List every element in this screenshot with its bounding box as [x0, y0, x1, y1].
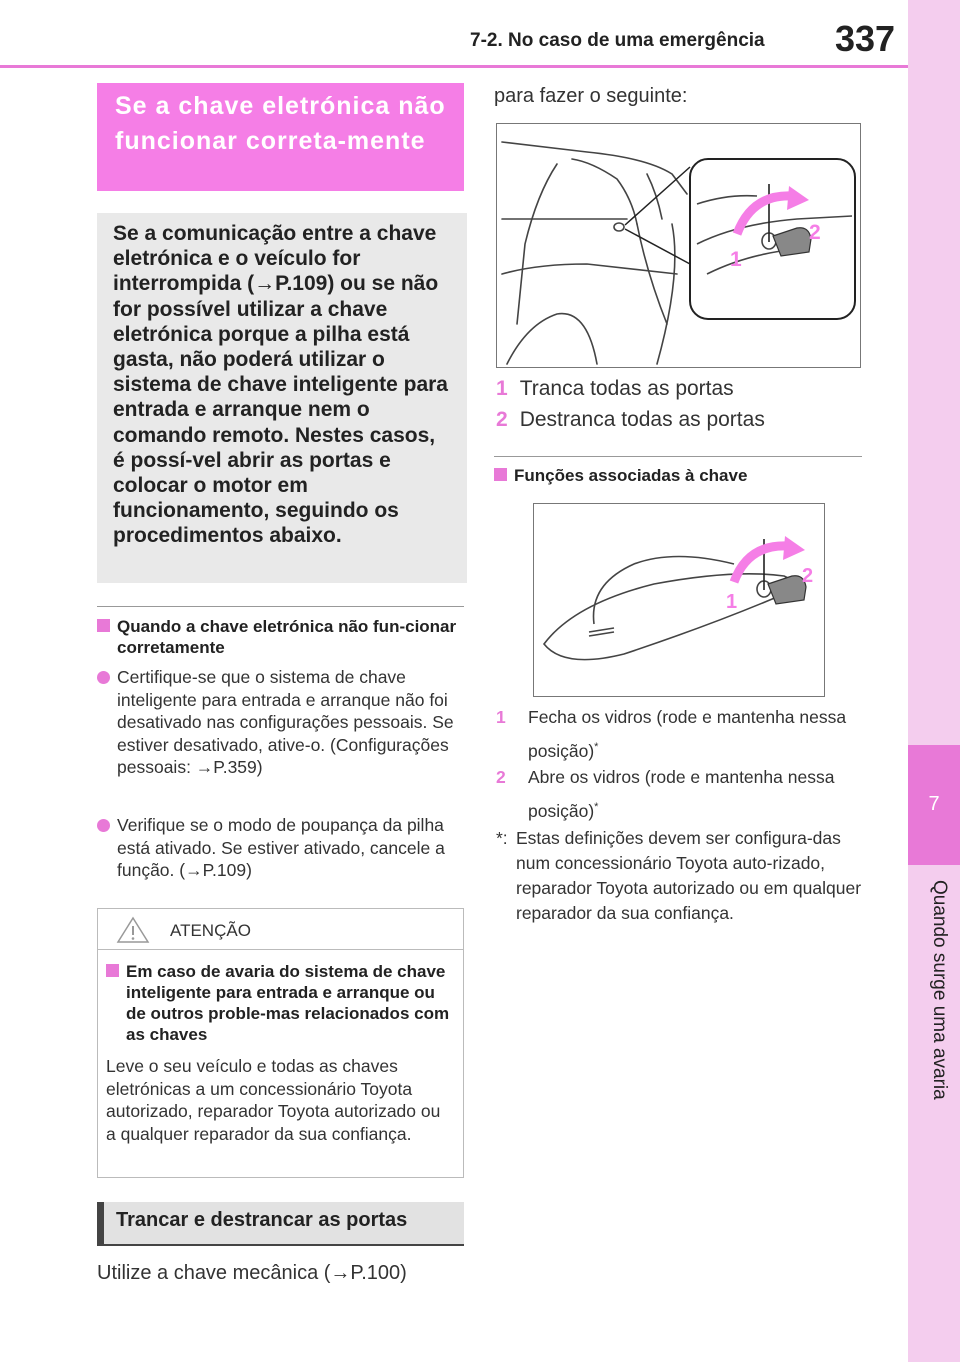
section-title-pink: Se a chave eletrónica não funcionar correta-mente [97, 83, 464, 191]
item-text: Fecha os vidros (rode e mantenha nessa posição) [528, 707, 847, 761]
square-bullet-icon [97, 619, 110, 632]
caution-box [97, 908, 464, 1178]
intro-text: para fazer o seguinte: [494, 85, 688, 107]
car-door-illustration [497, 124, 860, 367]
square-bullet-icon [106, 964, 119, 977]
subheading-text: Quando a chave eletrónica não fun-cionar corretamente [117, 617, 457, 657]
intro-box: Se a comunicação entre a chave eletrónica e o veículo for interrompida (→P.109) ou se não for possível utilizar a chave eletrónica porque a pilha está gasta, não poderá utilizar o sistema de chave inteligente para entrada e arranque nem o comando remoto. Nestes casos, é possí-vel abrir as portas e colocar o motor em funcionamento, seguindo os procedimentos abaixo. [97, 213, 467, 583]
callout-2: 2 [802, 565, 814, 587]
list-item [496, 702, 866, 766]
section-title-lock-unlock: Trancar e destrancar as portas [97, 1202, 464, 1246]
chapter-number: 7 [928, 793, 940, 815]
bullet-item [97, 666, 467, 779]
item-number: 1 [496, 377, 508, 400]
callout-1: 1 [730, 248, 742, 271]
subheading-key-functions [494, 465, 864, 486]
item-text: Tranca todas as portas [519, 377, 734, 400]
circle-bullet-icon [97, 671, 110, 684]
chapter-title: Quando surge uma avaria [929, 880, 950, 1100]
item-number: 1 [496, 707, 506, 727]
item-number: 2 [496, 767, 506, 787]
footnote-text: Estas definições devem ser configura-das num concessionário Toyota auto-rizado, reparador Toyota autorizado ou em qualquer reparador da sua confiança. [516, 828, 862, 923]
body-text: Utilize a chave mecânica (→P.100) [97, 1262, 407, 1284]
list-item [496, 762, 866, 826]
item-text: Destranca todas as portas [519, 408, 765, 431]
callout-2: 2 [809, 221, 821, 244]
caution-heading-text: Em caso de avaria do sistema de chave inteligente para entrada e arranque ou de outros proble-mas relacionados com as chaves [126, 962, 450, 1044]
page-number: 337 [835, 18, 896, 59]
footnote-mark: *: [496, 828, 508, 848]
divider [494, 456, 862, 457]
subheading-text: Funções associadas à chave [514, 466, 748, 485]
asterisk-mark: * [594, 801, 599, 813]
circle-bullet-icon [97, 819, 110, 832]
item-text: Abre os vidros (rode e mantenha nessa posição) [528, 767, 835, 821]
divider [97, 606, 464, 607]
caution-heading [106, 961, 456, 1045]
header-rule [0, 65, 908, 68]
subheading-key-not-working [97, 616, 467, 658]
bullet-item [97, 814, 467, 882]
door-handle-illustration [534, 504, 824, 696]
asterisk-mark: * [594, 741, 599, 753]
caution-label: ATENÇÃO [170, 921, 251, 940]
bullet-text: Verifique se o modo de poupança da pilha está ativado. Se estiver ativado, cancele a função. (→P.109) [117, 815, 445, 880]
section-header: 7-2. No caso de uma emergência [470, 30, 765, 51]
square-bullet-icon [494, 468, 507, 481]
figure-key-functions [533, 503, 825, 697]
list-item [496, 408, 765, 432]
callout-1: 1 [726, 591, 738, 613]
caution-body: Leve o seu veículo e todas as chaves eletrónicas a um concessionário Toyota autorizado, reparador Toyota autorizado ou a qualquer reparador da sua confiança. [106, 1056, 441, 1144]
footnote [496, 826, 868, 926]
item-number: 2 [496, 408, 508, 431]
bullet-text: Certifique-se que o sistema de chave inteligente para entrada e arranque não foi desativado nas configurações pessoais. Se estiver desativado, ative-o. (Configurações pessoais: →P.359) [117, 667, 454, 777]
warning-triangle-icon [116, 916, 150, 944]
caution-header [98, 909, 463, 950]
figure-door-lock [496, 123, 861, 368]
list-item [496, 377, 734, 401]
